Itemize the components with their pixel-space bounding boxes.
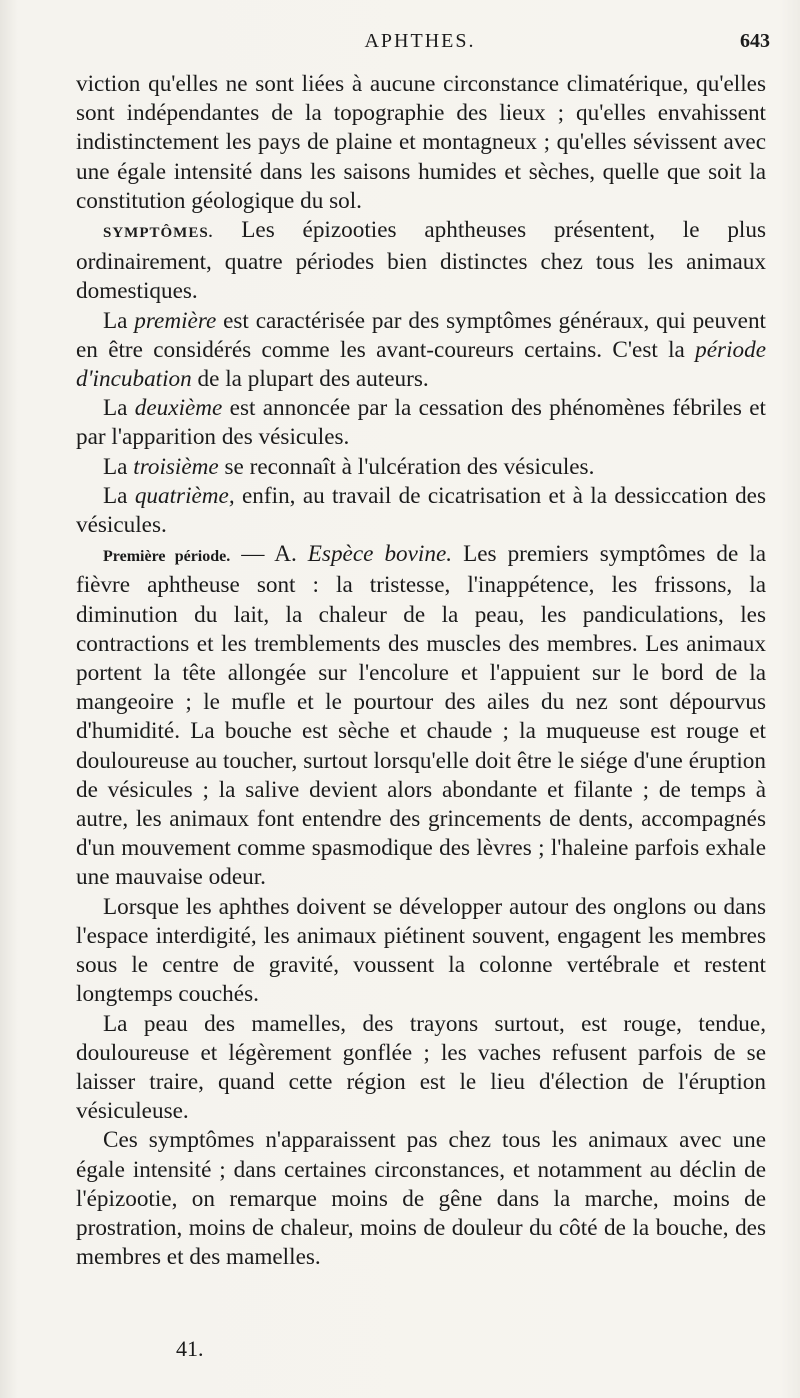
paragraph-text: La peau des mamelles, des trayons surtout, est rouge, tendue, douloureuse et légèrement gonflée ; les vaches refusent parfois de se laisser traire, quand cette région est le lieu d'élection de l'éruption vésiculeuse. [76,1010,766,1125]
paragraph-text: Les premiers symptômes de la fièvre aphtheuse sont : la tristesse, l'inappétence, les frissons, la diminution du lait, la chaleur de la peau, les pandiculations, les contractions et les tremblements des muscles des membres. Les animaux portent la tête allongée sur l'encolure et l'appuient sur le bord de la mangeoire ; le mufle et le pourtour des ailes du nez sont dépourvus d'humidité. La bouche est sèche et chaude ; la muqueuse est rouge et douloureuse au toucher, surtout lorsqu'elle doit être le siége d'une éruption de vésicules ; la salive devient alors abondante et filante ; de temps à autre, les animaux font entendre des grincements de dents, accompagnés d'un mouvement comme spasmodique des lèvres ; l'haleine parfois exhale une mauvaise odeur. [76,541,766,891]
signature-mark: 41. [176,1336,204,1361]
paragraph-continuation [76,70,766,216]
paragraph-symptoms [76,216,766,307]
italic-term: période d'incubation [76,336,766,393]
text-run: se reconnaît à l'ulcération des vésicules. [218,453,595,480]
page-header [70,30,770,64]
paragraph-mamelles [76,1010,766,1127]
section-heading-symptoms: SYMPTÔMES. [103,225,214,242]
text-run: La [103,453,134,480]
text-run: La [103,307,135,334]
paragraph-second-period [76,394,766,452]
paragraph-symptomes-intensite [76,1126,766,1272]
paragraph-first-period [76,307,766,395]
paragraph-fourth-period [76,482,766,540]
italic-term: deuxième [134,395,223,422]
text-run: La [103,395,135,422]
section-heading-premiere-periode: Première période. [103,548,231,566]
text-run: est caractérisée par des symptômes généraux, qui peuvent en être considérés comme les avant-coureurs certains. C'est la [76,307,766,363]
paragraph-third-period [76,453,766,482]
text-run: — A. [230,541,308,568]
italic-term: Espèce bovine. [307,541,453,568]
italic-term: troisième [133,453,219,480]
body-text [76,70,766,1272]
paragraph-text: Les épizooties aphtheuses présentent, le plus ordinairement, quatre périodes bien distinctes chez tous les animaux domestiques. [76,217,766,305]
running-title: APHTHES. [364,30,476,52]
italic-term: quatrième, [134,482,235,509]
italic-term: première [134,307,217,334]
text-run: de la plupart des auteurs. [191,366,429,393]
paragraph-text: viction qu'elles ne sont liées à aucune circonstance climatérique, qu'elles sont indépendantes de la topographie des lieux ; qu'elles envahissent indistinctement les pays de plaine et montagneux ; qu'elles sévissent avec une égale intensité dans les saisons humides et sèches, quelle que soit la constitution géologique du sol. [76,71,766,214]
paragraph-text: Lorsque les aphthes doivent se développer autour des onglons ou dans l'espace interdigité, les animaux piétinent souvent, engagent les membres sous le centre de gravité, voussent la colonne vertébrale et restent longtemps couchés. [76,893,766,1008]
text-run: est annoncée par la cessation des phénomènes fébriles et par l'apparition des vésicules. [76,395,766,451]
text-run: La [103,482,135,509]
paragraph-text: Ces symptômes n'apparaissent pas chez tous les animaux avec une égale intensité ; dans certaines circonstances, et notamment au déclin de l'épizootie, on remarque moins de gêne dans la marche, moins de prostration, moins de chaleur, moins de douleur du côté de la bouche, des membres et des mamelles. [76,1127,766,1271]
paragraph-premiere-periode [76,540,766,892]
page-number: 643 [740,30,770,52]
paragraph-onglons [76,893,766,1010]
text-run: enfin, au travail de cicatrisation et à la dessiccation des vésicules. [76,482,766,539]
